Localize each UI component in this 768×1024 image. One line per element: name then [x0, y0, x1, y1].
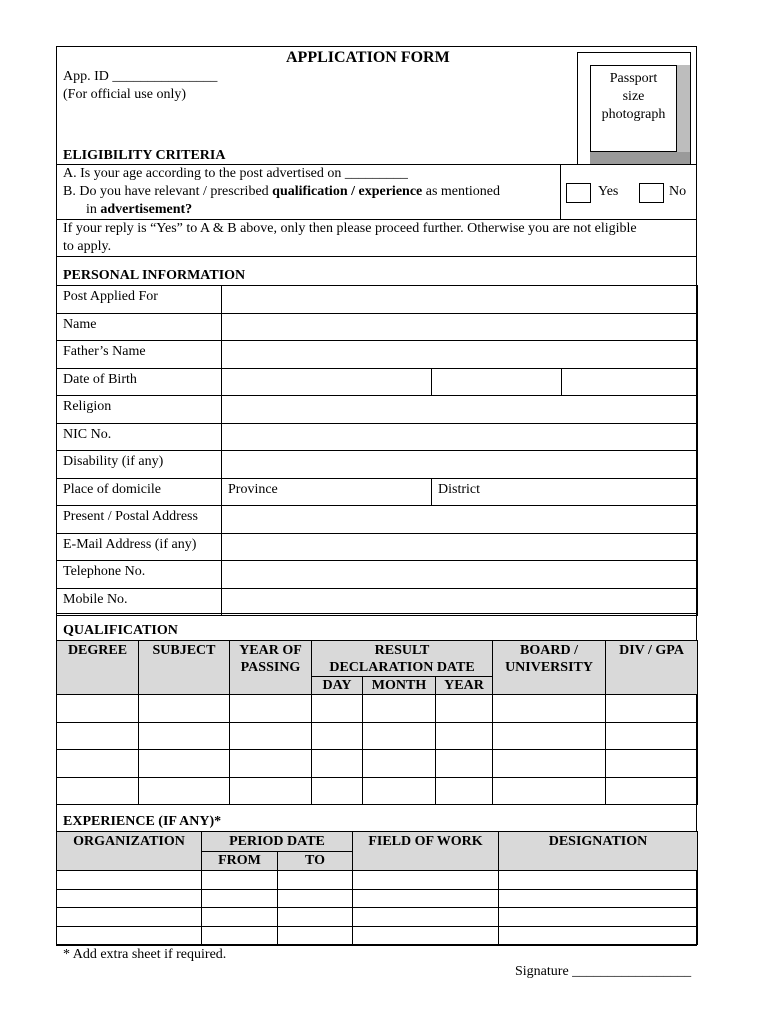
qual-cell[interactable]: [57, 777, 139, 805]
table-row: [57, 341, 698, 369]
eligibility-question-a: A. Is your age according to the post advertised on _________: [63, 166, 408, 181]
personal-rule-top: [56, 256, 697, 257]
exp-cell[interactable]: [353, 926, 499, 945]
telephone-field[interactable]: [222, 561, 698, 589]
col-degree: DEGREE: [57, 641, 139, 695]
footnote: * Add extra sheet if required.: [63, 947, 227, 962]
yes-checkbox[interactable]: [566, 183, 591, 203]
exp-cell[interactable]: [353, 889, 499, 908]
exp-cell[interactable]: [57, 926, 202, 945]
exp-cell[interactable]: [353, 908, 499, 927]
district-field[interactable]: District: [432, 478, 698, 506]
row-label: Present / Postal Address: [57, 506, 222, 534]
row-label: Religion: [57, 396, 222, 424]
no-label: No: [669, 184, 687, 199]
qual-cell[interactable]: [57, 722, 139, 750]
table-row: [57, 777, 698, 805]
row-label: NIC No.: [57, 423, 222, 451]
qualification-heading: QUALIFICATION: [63, 623, 178, 638]
table-row: [57, 908, 698, 927]
father-name-field[interactable]: [222, 341, 698, 369]
exp-cell[interactable]: [278, 908, 353, 927]
exp-cell[interactable]: [202, 889, 278, 908]
col-result-date: RESULT DECLARATION DATE: [312, 641, 493, 677]
table-row: [57, 423, 698, 451]
table-row: [57, 750, 698, 778]
qual-cell[interactable]: [139, 777, 230, 805]
passport-photo-placeholder: Passport size photograph: [590, 65, 677, 152]
email-field[interactable]: [222, 533, 698, 561]
eligibility-rule-top: [56, 164, 697, 165]
eligibility-answer-divider: [560, 164, 561, 219]
eligibility-rule-bottom: [56, 219, 697, 220]
row-label: Father’s Name: [57, 341, 222, 369]
address-field[interactable]: [222, 506, 698, 534]
qual-cell[interactable]: [312, 750, 363, 778]
qual-cell[interactable]: [606, 695, 698, 723]
mobile-field[interactable]: [222, 588, 698, 616]
qual-cell[interactable]: [363, 777, 436, 805]
qual-cell[interactable]: [230, 722, 312, 750]
table-row: [57, 506, 698, 534]
qual-cell[interactable]: [436, 750, 493, 778]
qual-cell[interactable]: [493, 722, 606, 750]
exp-cell[interactable]: [499, 871, 698, 890]
app-id-note: (For official use only): [63, 87, 186, 102]
table-row: [57, 451, 698, 479]
col-year: YEAR: [436, 677, 493, 695]
row-label: Name: [57, 313, 222, 341]
qual-cell[interactable]: [493, 695, 606, 723]
row-label: Post Applied For: [57, 286, 222, 314]
qual-cell[interactable]: [436, 722, 493, 750]
qual-cell[interactable]: [606, 750, 698, 778]
qualification-table: [56, 640, 698, 805]
exp-cell[interactable]: [202, 871, 278, 890]
qual-cell[interactable]: [606, 722, 698, 750]
religion-field[interactable]: [222, 396, 698, 424]
row-label: E-Mail Address (if any): [57, 533, 222, 561]
yes-label: Yes: [598, 184, 619, 199]
qual-cell[interactable]: [493, 750, 606, 778]
nic-field[interactable]: [222, 423, 698, 451]
form-title: APPLICATION FORM: [286, 49, 450, 66]
app-id-label: App. ID _______________: [63, 69, 218, 84]
qual-cell[interactable]: [139, 722, 230, 750]
exp-cell[interactable]: [202, 926, 278, 945]
col-day: DAY: [312, 677, 363, 695]
exp-cell[interactable]: [499, 926, 698, 945]
post-applied-field[interactable]: [222, 286, 698, 314]
qual-cell[interactable]: [436, 777, 493, 805]
table-row: [57, 889, 698, 908]
qual-cell[interactable]: [312, 777, 363, 805]
col-subject: SUBJECT: [139, 641, 230, 695]
col-board: BOARD / UNIVERSITY: [493, 641, 606, 695]
col-to: TO: [278, 852, 353, 871]
qual-cell[interactable]: [57, 695, 139, 723]
dob-month-field[interactable]: [432, 368, 562, 396]
qual-cell[interactable]: [230, 750, 312, 778]
exp-cell[interactable]: [499, 908, 698, 927]
no-checkbox[interactable]: [639, 183, 664, 203]
name-field[interactable]: [222, 313, 698, 341]
qual-cell[interactable]: [57, 750, 139, 778]
qual-cell[interactable]: [363, 750, 436, 778]
dob-year-field[interactable]: [562, 368, 698, 396]
col-field-of-work: FIELD OF WORK: [353, 832, 499, 871]
col-designation: DESIGNATION: [499, 832, 698, 871]
qual-cell[interactable]: [606, 777, 698, 805]
eligibility-heading: ELIGIBILITY CRITERIA: [63, 148, 226, 163]
eligibility-note-line2: to apply.: [63, 239, 112, 254]
eligibility-note-line1: If your reply is “Yes” to A & B above, only then please proceed further. Otherwise you are not eligible: [63, 221, 637, 236]
dob-day-field[interactable]: [222, 368, 432, 396]
qual-cell[interactable]: [230, 695, 312, 723]
table-row: [57, 926, 698, 945]
table-row: [57, 561, 698, 589]
row-label: Disability (if any): [57, 451, 222, 479]
qual-cell[interactable]: [312, 695, 363, 723]
qual-cell[interactable]: [493, 777, 606, 805]
exp-cell[interactable]: [57, 889, 202, 908]
table-row: [57, 695, 698, 723]
col-period-date: PERIOD DATE: [202, 832, 353, 852]
table-row: [57, 368, 698, 396]
eligibility-question-b: B. Do you have relevant / prescribed qualification / experience as mentioned: [63, 184, 501, 199]
row-label: Telephone No.: [57, 561, 222, 589]
col-from: FROM: [202, 852, 278, 871]
table-row: [57, 286, 698, 314]
qual-cell[interactable]: [312, 722, 363, 750]
experience-table: [56, 831, 698, 945]
table-row: [57, 396, 698, 424]
qual-cell[interactable]: [363, 722, 436, 750]
col-organization: ORGANIZATION: [57, 832, 202, 871]
signature-line: Signature _________________: [515, 964, 692, 979]
table-row: [57, 871, 698, 890]
col-div-gpa: DIV / GPA: [606, 641, 698, 695]
table-row: [57, 588, 698, 616]
table-row: [57, 533, 698, 561]
row-label: Place of domicile: [57, 478, 222, 506]
table-row: [57, 722, 698, 750]
col-month: MONTH: [363, 677, 436, 695]
experience-heading: EXPERIENCE (IF ANY)*: [63, 814, 222, 829]
qual-cell[interactable]: [230, 777, 312, 805]
personal-info-table: [56, 285, 698, 616]
table-row: [57, 313, 698, 341]
exp-cell[interactable]: [57, 871, 202, 890]
eligibility-question-b-cont: in advertisement?: [86, 202, 193, 217]
province-field[interactable]: Province: [222, 478, 432, 506]
passport-photo-box: [577, 52, 691, 165]
qual-cell[interactable]: [139, 695, 230, 723]
exp-cell[interactable]: [278, 889, 353, 908]
col-year-of-passing: YEAR OF PASSING: [230, 641, 312, 695]
exp-cell[interactable]: [278, 871, 353, 890]
table-row: [57, 478, 698, 506]
qual-cell[interactable]: [139, 750, 230, 778]
row-label: Date of Birth: [57, 368, 222, 396]
exp-cell[interactable]: [57, 908, 202, 927]
exp-cell[interactable]: [202, 908, 278, 927]
qual-cell[interactable]: [436, 695, 493, 723]
exp-cell[interactable]: [499, 889, 698, 908]
exp-cell[interactable]: [353, 871, 499, 890]
row-label: Mobile No.: [57, 588, 222, 616]
personal-heading: PERSONAL INFORMATION: [63, 268, 246, 283]
disability-field[interactable]: [222, 451, 698, 479]
exp-cell[interactable]: [278, 926, 353, 945]
qual-cell[interactable]: [363, 695, 436, 723]
